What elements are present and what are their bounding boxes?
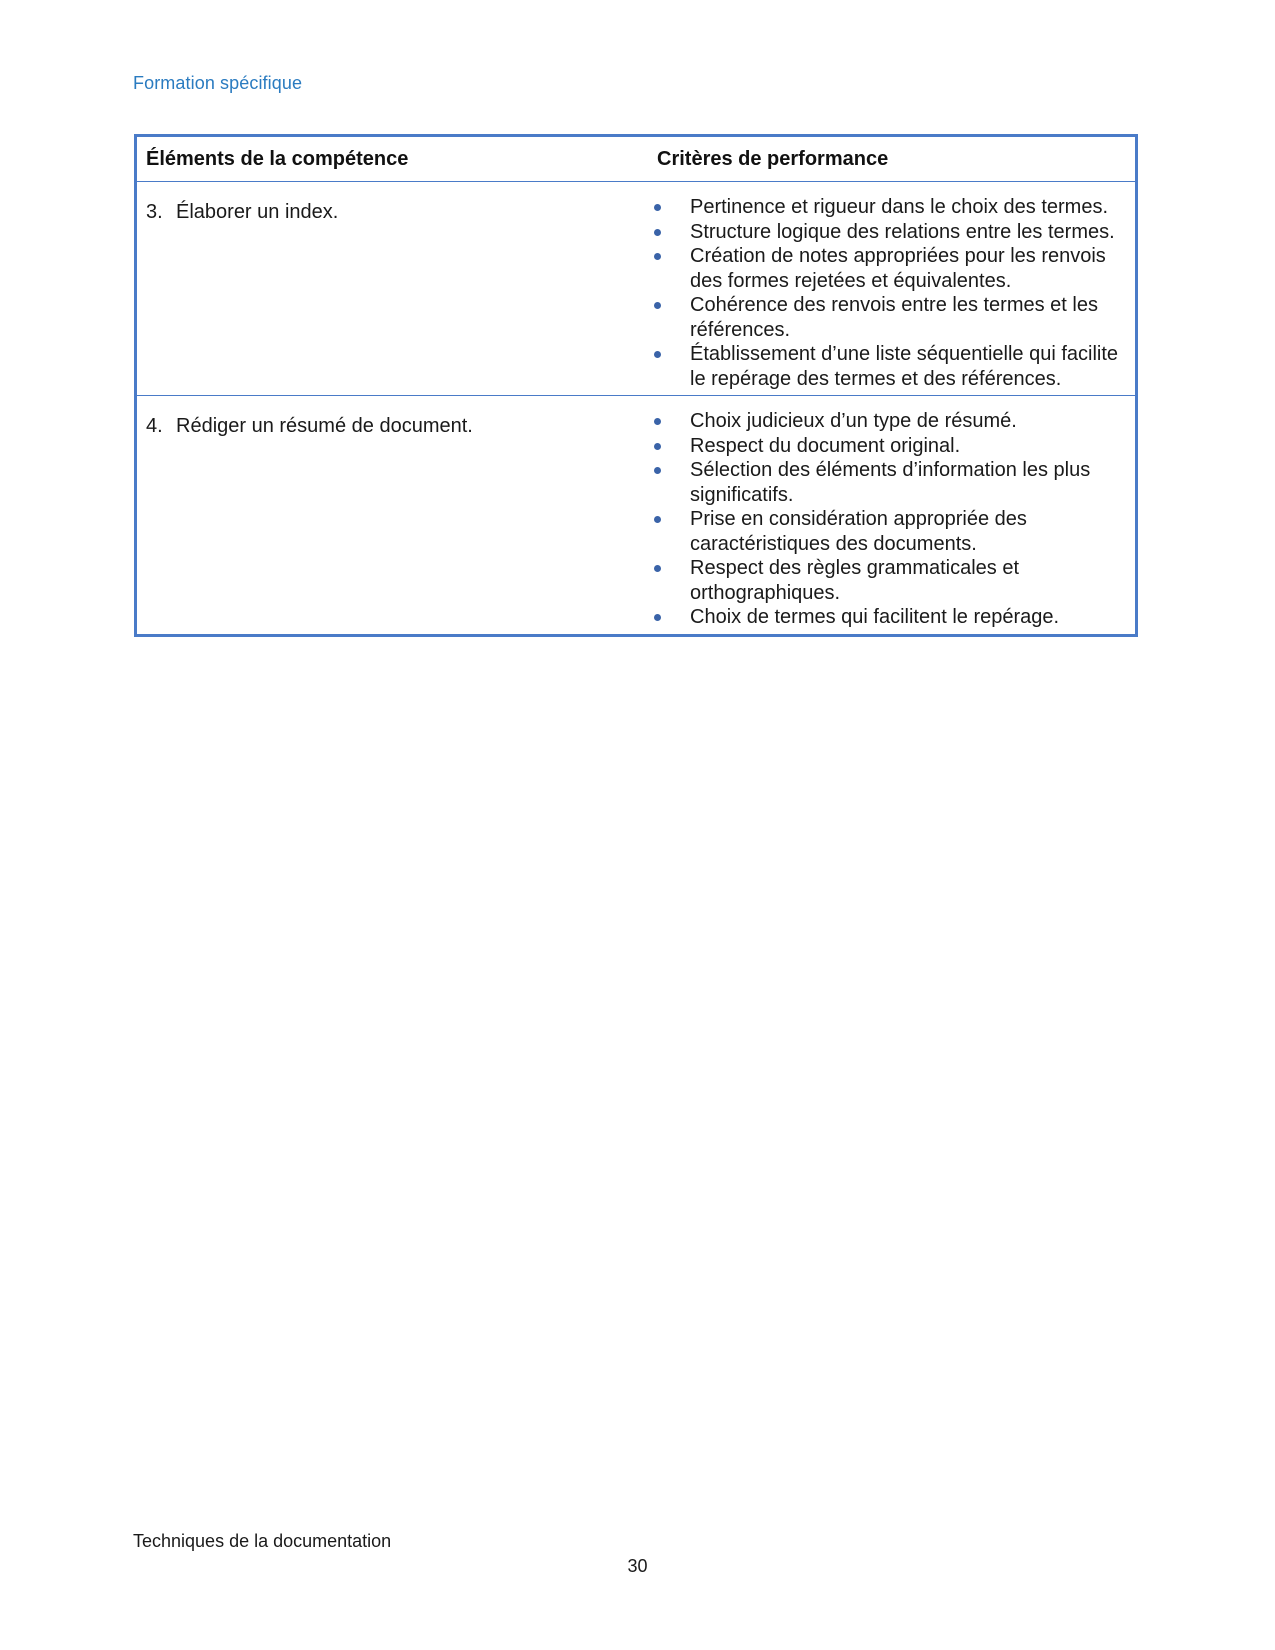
bullet-icon [654,418,661,425]
bullet-icon [654,443,661,450]
element-text: Élaborer un index. [176,201,339,223]
criteria-item: Choix judicieux d’un type de résumé. [647,409,1125,434]
page-header-section-title: Formation spécifique [133,73,303,93]
criteria-list [647,396,1135,634]
criteria-item: Établissement d’une liste séquentielle qui facilite le repérage des termes et des références. [647,342,1125,391]
bullet-icon [654,204,661,211]
table-header-row [136,136,1137,182]
criteria-item: Pertinence et rigueur dans le choix des termes. [647,195,1125,220]
bullet-icon [654,229,661,236]
criteria-cell [647,396,1137,636]
bullet-icon [654,614,661,621]
page-number: 30 [627,1556,648,1576]
element-number: 3. [146,201,163,223]
element-number: 4. [146,415,163,437]
bullet-icon [654,565,661,572]
criteria-item: Respect des règles grammaticales et orthographiques. [647,556,1125,605]
criteria-item: Cohérence des renvois entre les termes et les références. [647,293,1125,342]
criteria-list [647,182,1135,395]
bullet-icon [654,516,661,523]
criteria-item: Création de notes appropriées pour les renvois des formes rejetées et équivalentes. [647,244,1125,293]
criteria-item: Prise en considération appropriée des caractéristiques des documents. [647,507,1125,556]
criteria-item: Sélection des éléments d’information les plus significatifs. [647,458,1125,507]
competence-table [134,134,1138,637]
table-row [136,182,1137,396]
criteria-item: Structure logique des relations entre les termes. [647,220,1125,245]
column-header-criteria: Critères de performance [647,136,1137,182]
element-cell [136,182,648,396]
table-row [136,396,1137,636]
bullet-icon [654,253,661,260]
element-label [146,396,647,438]
bullet-icon [654,351,661,358]
element-label [146,182,647,224]
criteria-item: Choix de termes qui facilitent le repérage. [647,605,1125,630]
bullet-icon [654,467,661,474]
footer-program-title: Techniques de la documentation [133,1531,392,1551]
bullet-icon [654,302,661,309]
criteria-cell [647,182,1137,396]
criteria-item: Respect du document original. [647,434,1125,459]
element-cell [136,396,648,636]
column-header-elements: Éléments de la compétence [136,136,648,182]
element-text: Rédiger un résumé de document. [176,415,473,437]
